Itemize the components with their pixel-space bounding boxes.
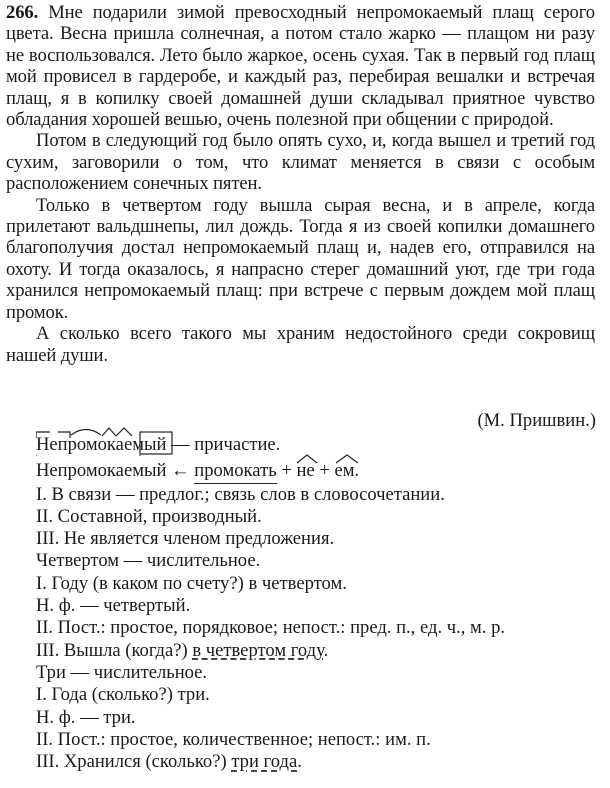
suffix-ne xyxy=(296,460,314,482)
analysis-line-10 xyxy=(36,640,505,662)
plus-sign-1: + xyxy=(276,460,297,482)
analysis-line-2 xyxy=(36,460,505,483)
period: . xyxy=(297,751,302,773)
morphemic-word-text: Непромокаемый xyxy=(36,434,167,455)
analysis-line-5: III. Не является членом предложения. xyxy=(36,528,335,550)
paragraph-4: А сколько всего такого мы храним недостойного среди сокровищ нашей души. xyxy=(6,323,595,366)
derivation-word: Непромокаемый xyxy=(36,460,167,482)
analysis-line-10-prefix: III. Вышла (когда?) xyxy=(36,639,193,661)
plus-sign-2: + xyxy=(314,460,335,482)
suffix-em xyxy=(335,460,355,482)
grammar-analysis xyxy=(36,434,505,773)
derivation-base xyxy=(194,460,276,483)
period: . xyxy=(323,639,329,661)
analysis-line-15 xyxy=(36,751,505,773)
analysis-line-6: Четвертом — числительное. xyxy=(36,550,261,572)
analysis-line-13: Н. ф. — три. xyxy=(36,706,136,728)
analysis-line-1-rest: — причастие. xyxy=(166,434,281,455)
author-attribution: (М. Пришвин.) xyxy=(477,410,596,431)
adverbial-underline: в четвертом году xyxy=(192,639,324,661)
suffix-em-text: ем xyxy=(334,460,355,482)
analysis-line-7: I. Году (в каком по счету?) в четвертом. xyxy=(36,572,347,594)
suffix-roof-icon xyxy=(296,454,318,464)
analysis-line-15-prefix: III. Хранился (сколько?) xyxy=(36,751,232,773)
analysis-line-3: I. В связи — предлог.; связь слов в словосочетании. xyxy=(36,483,445,505)
analysis-line-11: Три — числительное. xyxy=(36,661,208,683)
analysis-line-12: I. Года (сколько?) три. xyxy=(36,684,210,706)
exercise-number: 266. xyxy=(6,2,39,23)
analysis-line-14: II. Пост.: простое, количественное; непост.: им. п. xyxy=(36,728,431,750)
paragraph-1-text: Мне подарили зимой превосходный непромокаемый плащ серого цвета. Весна пришла солнечная, а потом стало жарко — плащом ни разу не воспользовался. Лето было жаркое, осень сухая. Так в первый год плащ мой провисел в гардеробе, и каждый раз, перебирая вешалки и встречая плащ, я в копилку своей домашней души складывал приятное чувство обладания хорошей вешью, очень полезной при общении с природой. xyxy=(6,2,595,131)
exercise-text xyxy=(6,2,595,366)
analysis-line-8: Н. ф. — четвертый. xyxy=(36,595,191,617)
suffix-ne-text: не xyxy=(296,460,315,482)
morphemic-word xyxy=(36,434,166,456)
period: . xyxy=(354,460,360,482)
paragraph-3: Только в четвертом году вышла сырая весна, и в апреле, когда прилетают вальдшнепы, лил дождь. Тогда я из своей копилки домашнего благополучия достал непромокаемый плащ и, надев его, отправился на охоту. И тогда оказалось, я напрасно стерег домашний уют, где три года хранился непромокаемый плащ: при встрече с первым дождем мой плащ промок. xyxy=(6,194,595,323)
analysis-line-1 xyxy=(36,434,505,456)
suffix-roof-icon xyxy=(335,454,359,464)
derivation-arrow: ← xyxy=(166,460,195,482)
analysis-line-9: II. Пост.: простое, порядковое; непост.: пред. п., ед. ч., м. р. xyxy=(36,617,506,639)
analysis-line-4: II. Составной, производный. xyxy=(36,505,262,527)
derivation-base-text: промокать xyxy=(194,460,277,482)
paragraph-1 xyxy=(6,2,595,130)
paragraph-2: Потом в следующий год было опять сухо, и, когда вышел и третий год сухим, заговорили о том, что климат меняется в связи с особым расположением сонечных пятен. xyxy=(6,130,595,195)
adverbial-underline: три года xyxy=(231,751,298,773)
